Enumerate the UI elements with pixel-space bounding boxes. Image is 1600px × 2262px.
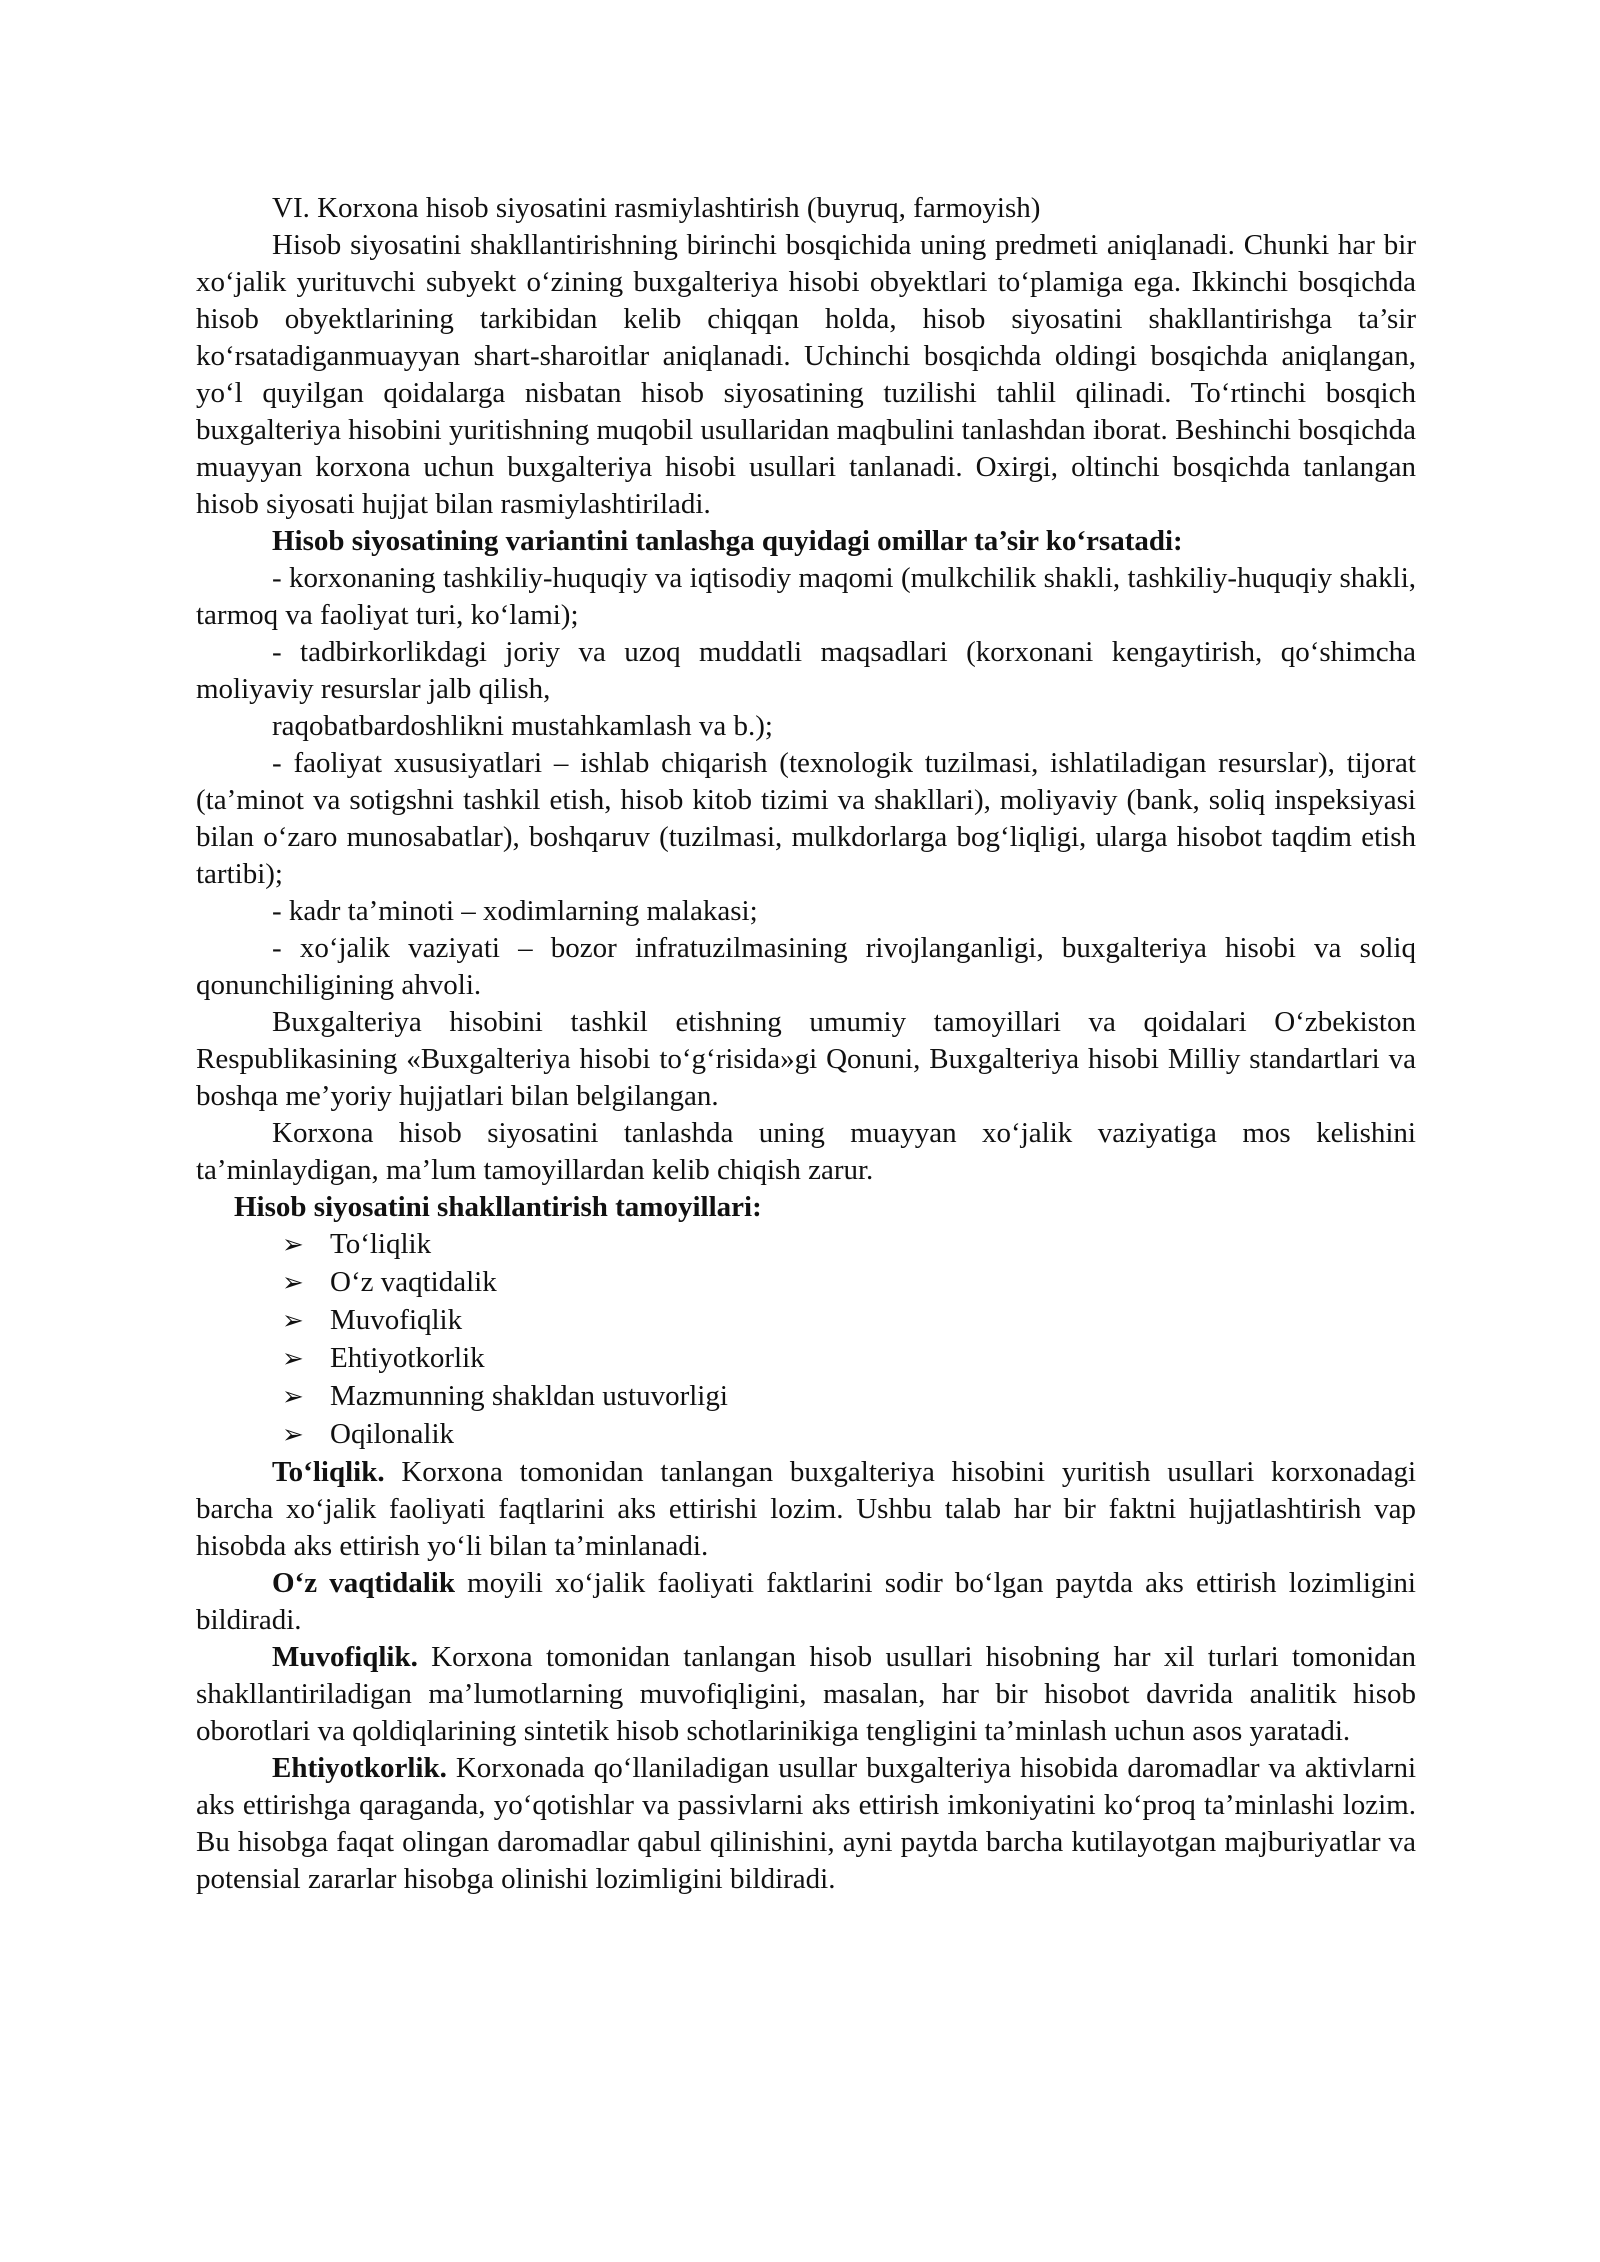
definition-text: moyili xo‘jalik faoliyati faktlarini sodir bo‘lgan paytda aks ettirish lozimligini bildiradi.	[196, 1567, 1416, 1636]
definition-term: Ehtiyotkorlik.	[272, 1752, 447, 1784]
section-title: VI. Korxona hisob siyosatini rasmiylashtirish (buyruq, farmoyish)	[272, 192, 1041, 224]
principle-label: To‘liqlik	[330, 1228, 432, 1260]
list-item	[282, 1264, 1416, 1302]
definition-toliqlik	[196, 1454, 1416, 1565]
principle-label: O‘z vaqtidalik	[330, 1266, 497, 1298]
list-item	[282, 1416, 1416, 1454]
definition-ehtiyotkorlik	[196, 1750, 1416, 1898]
factor-item-5: - xo‘jalik vaziyati – bozor infratuzilmasining rivojlanganligi, buxgalteriya hisobi va soliq qonunchiligining ahvoli.	[196, 932, 1416, 1001]
document-page	[196, 190, 1416, 1898]
arrow-bullet-icon: ➢	[282, 1268, 304, 1298]
principle-label: Oqilonalik	[330, 1418, 455, 1450]
definition-term: O‘z vaqtidalik	[272, 1567, 455, 1599]
principles-list	[196, 1226, 1416, 1454]
arrow-bullet-icon: ➢	[282, 1306, 304, 1336]
factor-item-4: - kadr ta’minoti – xodimlarning malakasi;	[272, 895, 758, 927]
principle-label: Ehtiyotkorlik	[330, 1342, 485, 1374]
principles-heading: Hisob siyosatini shakllantirish tamoyillari:	[234, 1191, 762, 1223]
paragraph-stages: Hisob siyosatini shakllantirishning birinchi bosqichida uning predmeti aniqlanadi. Chunki har bir xo‘jalik yurituvchi subyekt o‘zining buxgalteriya hisobi obyektlari to‘plamiga ega. Ikkinchi bosqichda hisob obyektlarining tarkibidan kelib chiqqan holda, hisob siyosatini shakllantirishga ta’sir ko‘rsatadiganmuayyan shart-sharoitlar aniqlanadi. Uchinchi bosqichda oldingi bosqichda aniqlangan, yo‘l quyilgan qoidalarga nisbatan hisob siyosatining tuzilishi tahlil qilinadi. To‘rtinchi bosqich buxgalteriya hisobini yuritishning muqobil usullaridan maqbulini tanlashdan iborat. Beshinchi bosqichda muayyan korxona uchun buxgalteriya hisobi usullari tanlanadi. Oxirgi, oltinchi bosqichda tanlangan hisob siyosati hujjat bilan rasmiylashtiriladi.	[196, 229, 1416, 520]
paragraph-legal-basis: Buxgalteriya hisobini tashkil etishning umumiy tamoyillari va qoidalari O‘zbekiston Respublikasining «Buxgalteriya hisobi to‘g‘risida»gi Qonuni, Buxgalteriya hisobi Milliy standartlari va boshqa me’yoriy hujjatlari bilan belgilangan.	[196, 1006, 1416, 1112]
factors-heading: Hisob siyosatining variantini tanlashga quyidagi omillar ta’sir ko‘rsatadi:	[272, 525, 1183, 557]
definition-oz-vaqtidalik	[196, 1565, 1416, 1639]
list-item	[282, 1378, 1416, 1416]
principle-label: Mazmunning shakldan ustuvorligi	[330, 1380, 728, 1412]
arrow-bullet-icon: ➢	[282, 1344, 304, 1374]
factor-item-1: - korxonaning tashkiliy-huquqiy va iqtisodiy maqomi (mulkchilik shakli, tashkiliy-huquqiy shakli, tarmoq va faoliyat turi, ko‘lami);	[196, 562, 1416, 631]
principle-label: Muvofiqlik	[330, 1304, 463, 1336]
definition-term: To‘liqlik.	[272, 1456, 385, 1488]
arrow-bullet-icon: ➢	[282, 1420, 304, 1450]
definition-term: Muvofiqlik.	[272, 1641, 418, 1673]
arrow-bullet-icon: ➢	[282, 1382, 304, 1412]
definition-text: Korxona tomonidan tanlangan hisob usullari hisobning har xil turlari tomonidan shakllantiriladigan ma’lumotlarning muvofiqligini, masalan, har bir hisobot davrida analitik hisob oborotlari va qoldiqlarining sintetik hisob schotlarinikiga tengligini ta’minlash uchun asos yaratadi.	[196, 1641, 1416, 1747]
list-item	[282, 1340, 1416, 1378]
definition-text: Korxonada qo‘llaniladigan usullar buxgalteriya hisobida daromadlar va aktivlarni aks ettirishga qaraganda, yo‘qotishlar va passivlarni aks ettirish imkoniyatini ko‘proq ta’minlashi lozim. Bu hisobga faqat olingan daromadlar qabul qilinishini, ayni paytda barcha kutilayotgan majburiyatlar va potensial zararlar hisobga olinishi lozimligini bildiradi.	[196, 1752, 1416, 1895]
paragraph-principles-intro: Korxona hisob siyosatini tanlashda uning muayyan xo‘jalik vaziyatiga mos kelishini ta’minlaydigan, ma’lum tamoyillardan kelib chiqish zarur.	[196, 1117, 1416, 1186]
definition-muvofiqlik	[196, 1639, 1416, 1750]
factor-item-2-continued: raqobatbardoshlikni mustahkamlash va b.);	[272, 710, 773, 742]
factor-item-3: - faoliyat xususiyatlari – ishlab chiqarish (texnologik tuzilmasi, ishlatiladigan resurslar), tijorat (ta’minot va sotigshni tashkil etish, hisob kitob tizimi va shakllari), moliyaviy (bank, soliq inspeksiyasi bilan o‘zaro munosabatlar), boshqaruv (tuzilmasi, mulkdorlarga bog‘liqligi, ularga hisobot taqdim etish tartibi);	[196, 747, 1416, 890]
list-item	[282, 1226, 1416, 1264]
definition-text: Korxona tomonidan tanlangan buxgalteriya hisobini yuritish usullari korxonadagi barcha xo‘jalik faoliyati faqtlarini aks ettirishi lozim. Ushbu talab har bir faktni hujjatlashtirish vap hisobda aks ettirish yo‘li bilan ta’minlanadi.	[196, 1456, 1416, 1562]
list-item	[282, 1302, 1416, 1340]
factor-item-2: - tadbirkorlikdagi joriy va uzoq muddatli maqsadlari (korxonani kengaytirish, qo‘shimcha moliyaviy resurslar jalb qilish,	[196, 636, 1416, 705]
arrow-bullet-icon: ➢	[282, 1230, 304, 1260]
